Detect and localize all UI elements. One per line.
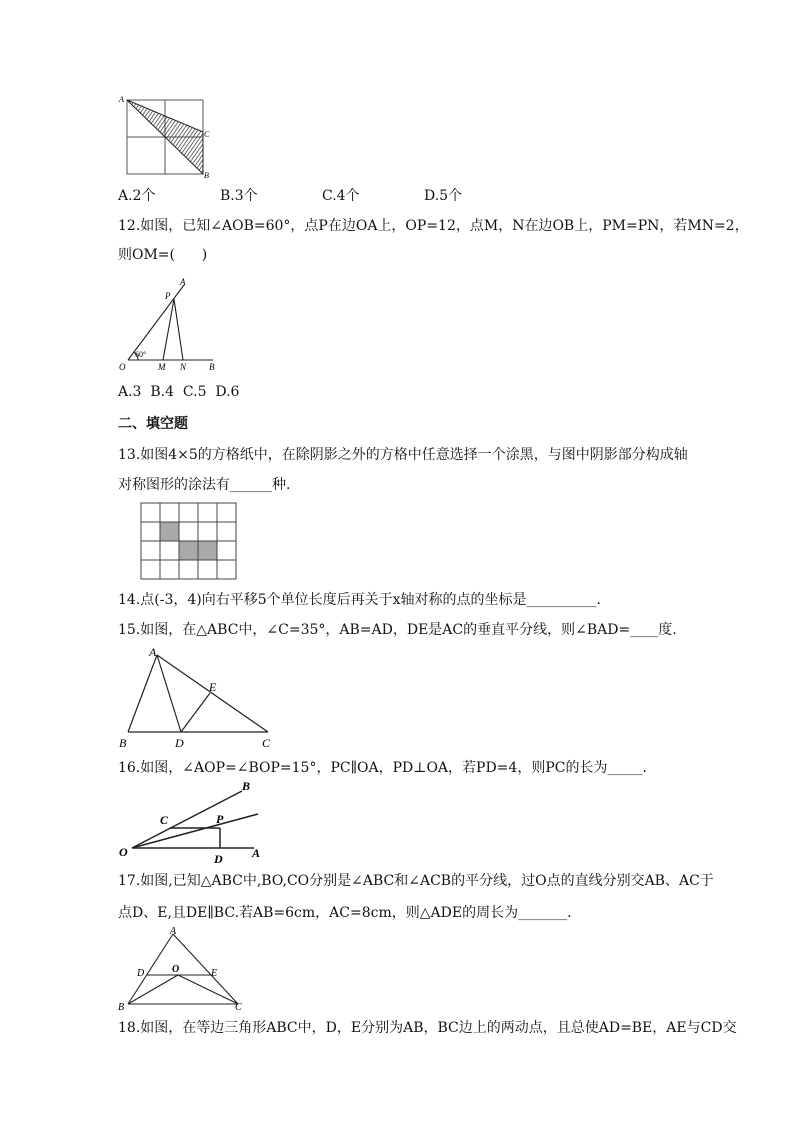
fig15-label-b: B: [119, 736, 127, 750]
q18-text-line1: 18.如图，在等边三角形ABC中，D，E分别为AB，BC边上的两动点，且总使AD=BE，AE与CD交: [118, 1020, 737, 1036]
fig16-label-o: O: [119, 845, 128, 859]
fig12-label-b: B: [209, 362, 215, 372]
fig17-label-b: B: [118, 1002, 125, 1012]
q12-text-line2: 则OM=( ): [118, 247, 208, 263]
fig17-label-e: E: [211, 968, 218, 979]
fig15-label-e: E: [209, 680, 217, 694]
fig16-label-p: P: [216, 812, 224, 826]
q11-option-b: B.3个: [220, 188, 258, 204]
q13-text-line1: 13.如图4×5的方格纸中，在除阴影之外的方格中任意选择一个涂黑，与图中阴影部分构成轴: [118, 447, 688, 463]
fig16-label-c: C: [160, 813, 169, 827]
q17-figure: [116, 924, 251, 1012]
fig12-label-o: O: [119, 362, 126, 372]
fig12-label-n: N: [180, 362, 187, 372]
fig17-label-o: O: [172, 964, 180, 975]
fig11-label-b: B: [204, 171, 209, 180]
fig17-label-c: C: [235, 1002, 242, 1012]
q11-option-d: D.5个: [424, 188, 463, 204]
q17-text-line2: 点D、E,且DE∥BC.若AB=6cm，AC=8cm，则△ADE的周长为_______.: [118, 905, 572, 921]
q15-text: 15.如图，在△ABC中，∠C=35°，AB=AD，DE是AC的垂直平分线，则∠BAD=____度.: [118, 622, 677, 638]
section-title: 二、填空题: [118, 416, 188, 432]
q16-text: 16.如图，∠AOP=∠BOP=15°，PC∥OA，PD⊥OA，若PD=4，则PC的长为_____.: [118, 760, 647, 776]
fig11-label-c: C: [204, 130, 210, 139]
fig16-label-d: D: [214, 852, 223, 866]
q16-figure: [118, 776, 278, 866]
q12-text-line1: 12.如图，已知∠AOB=60°，点P在边OA上，OP=12，点M，N在边OB上，PM=PN，若MN=2，: [118, 218, 749, 234]
q14-text: 14.点(-3，4)向右平移5个单位长度后再关于x轴对称的点的坐标是__________.: [118, 592, 601, 608]
fig16-label-b: B: [242, 779, 251, 793]
q15-figure: [118, 645, 278, 750]
q13-text-line2: 对称图形的涂法有______种.: [118, 477, 291, 493]
q11-option-c: C.4个: [322, 188, 360, 204]
fig12-label-a: A: [180, 277, 186, 287]
fig17-label-d: D: [137, 968, 145, 979]
fig11-label-a: A: [119, 95, 124, 104]
fig12-label-p: P: [165, 291, 171, 301]
fig15-label-a: A: [149, 645, 157, 659]
fig12-angle-label: 60°: [135, 350, 147, 359]
q13-grid-figure: [140, 502, 240, 584]
q17-text-line1: 17.如图,已知△ABC中,BO,CO分别是∠ABC和∠ACB的平分线，过O点的直线分别交AB、AC于: [118, 873, 714, 889]
fig12-label-m: M: [158, 362, 166, 372]
q12-figure: [118, 275, 228, 375]
q12-options: A.3 B.4 C.5 D.6: [118, 384, 240, 400]
fig17-label-a: A: [170, 926, 177, 937]
q11-figure: [118, 92, 213, 180]
fig15-label-d: D: [175, 736, 184, 750]
fig15-label-c: C: [262, 736, 271, 750]
q11-option-a: A.2个: [118, 188, 156, 204]
fig16-label-a: A: [252, 846, 261, 860]
